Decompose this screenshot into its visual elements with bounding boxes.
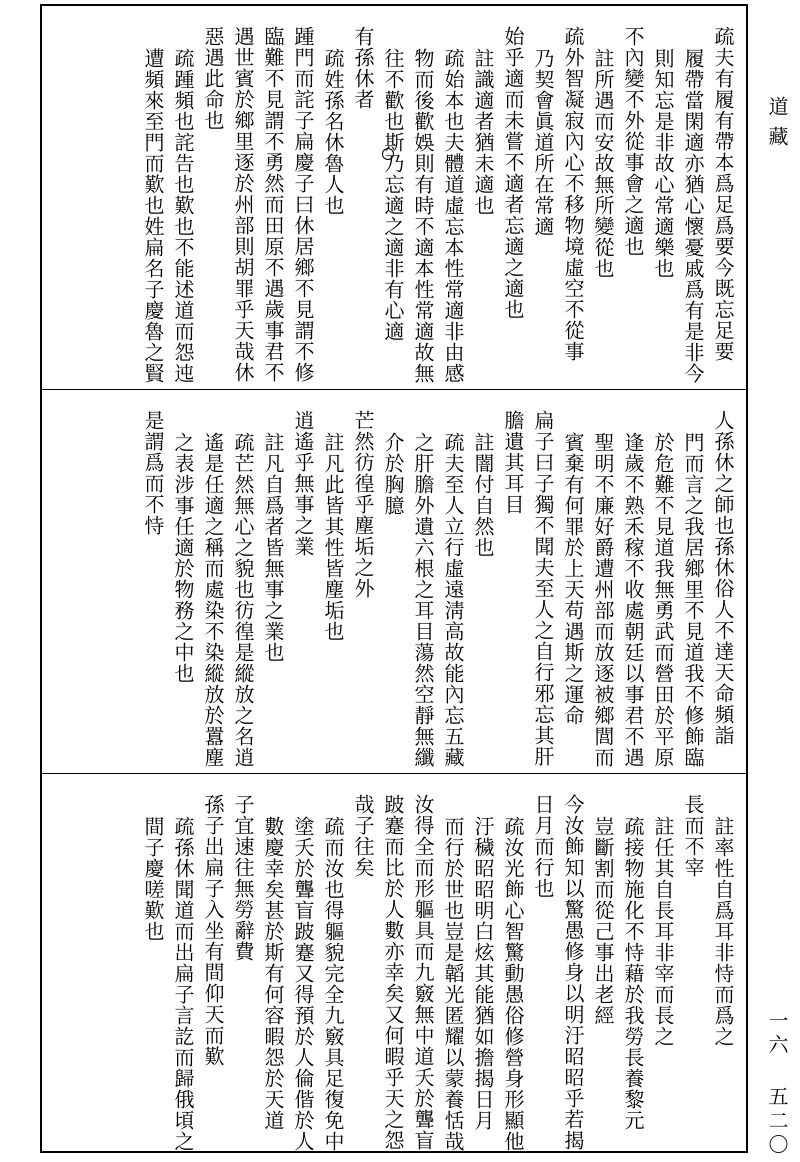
text-line: 於危難不見道我無勇武而營田於平原 — [651, 432, 675, 768]
text-line: 註識適者猶未適也 — [471, 48, 495, 216]
text-line: 臨難不見謂不勇然而田原不遇歲事君不 — [261, 26, 285, 383]
panel-top — [42, 6, 746, 390]
text-line: 註凡自爲者皆無事之業也 — [261, 432, 285, 663]
text-line: 疏芒然無心之貌也彷徨是縱放之名逍 — [231, 432, 255, 768]
text-line: 有孫休者 — [351, 26, 375, 110]
text-line: 註任其自長耳非宰而長之 — [651, 816, 675, 1047]
text-line: 疏外智凝寂內心不移物境虛空不從事 — [561, 26, 585, 362]
text-line: 子宜速往無勞辭費 — [231, 794, 255, 962]
text-line: 今汝飾知以驚愚修身以明汙昭昭乎若揭 — [561, 794, 585, 1151]
text-line: 註凡此皆其性皆塵垢也 — [321, 432, 345, 642]
text-columns — [138, 410, 738, 768]
text-line: 遇世賓於鄉里逐於州部則胡罪乎天哉休 — [231, 26, 255, 383]
text-line: 孫子出扁子入坐有間仰天而歎 — [201, 794, 225, 1067]
text-columns — [138, 26, 738, 384]
text-line: 跛蹇而比於人數亦幸矣又何暇乎天之怨 — [381, 794, 405, 1151]
text-line: 汝得全而形軀具而九竅無中道夭於聾盲 — [411, 794, 435, 1151]
panel-middle — [42, 390, 746, 774]
text-line: 間子慶嗟歎也 — [141, 816, 165, 942]
text-line: 膽遺其耳目 — [501, 410, 525, 515]
text-line: 介於胸臆 — [381, 432, 405, 516]
text-line: 是謂爲而不恃 — [141, 410, 165, 536]
text-line: 逍遙乎無事之業 — [291, 410, 315, 557]
text-line: 汙穢昭昭明白炫其能猶如擔揭日月 — [471, 816, 495, 1131]
text-line: 疏孫休聞道而出扁子言訖而歸俄頃之 — [171, 816, 195, 1152]
text-line: 哉子往矣 — [351, 794, 375, 878]
text-line: 疏踵頻也詫告也歎也不能述道而怨迍 — [171, 48, 195, 384]
text-line: 人孫休之師也孫休俗人不達天命頻詣 — [711, 410, 735, 746]
text-line: 疏夫有履有帶本爲足爲要今既忘足要 — [711, 26, 735, 362]
text-line: 往不歡也斯乃忘適之適非有心適 — [381, 48, 405, 342]
text-line: 之肝膽外遺六根之耳目蕩然空靜無纖 — [411, 432, 435, 768]
text-line: 疏夫至人立行虛遠淸高故能內忘五藏 — [441, 432, 465, 768]
text-line: 疏接物施化不恃藉於我勞長養黎元 — [621, 816, 645, 1131]
text-line: 不內變不外從事會之適也 — [621, 26, 645, 257]
text-line: 疏汝光飾心智驚動愚俗修營身形顯他 — [501, 816, 525, 1152]
text-line: 疏姓孫名休魯人也 — [321, 48, 345, 216]
text-line: 註所遇而安故無所變從也 — [591, 48, 615, 279]
margin-title: 道藏 — [765, 96, 789, 156]
text-line: 遭頻來至門而歎也姓扁名子慶魯之賢 — [141, 48, 165, 384]
punctuation-circle — [382, 148, 394, 160]
text-line: 數慶幸矣甚於斯有何容暇怨於天道 — [261, 816, 285, 1131]
text-line: 長而不宰 — [681, 794, 705, 878]
text-line: 賓棄有何罪於上天苟遇斯之運命 — [561, 432, 585, 726]
text-line: 聖明不廉好爵遭州部而放逐被鄉閭而 — [591, 432, 615, 768]
text-line: 則知忘是非故心常適樂也 — [651, 48, 675, 279]
text-line: 扁子曰子獨不聞夫至人之自行邪忘其肝 — [531, 410, 555, 767]
scripture-page — [40, 4, 748, 1153]
text-line: 塗夭於聾盲跛蹇又得預於人倫偕於人 — [291, 816, 315, 1152]
text-line: 乃契會眞道所在常適 — [531, 48, 555, 237]
text-line: 始乎適而未嘗不適者忘適之適也 — [501, 26, 525, 320]
panel-bottom — [42, 774, 746, 1151]
text-line: 遙是任適之稱而處染不染縱放於囂塵 — [201, 432, 225, 768]
text-columns — [138, 794, 738, 1152]
text-line: 豈斷割而從己事出老經 — [591, 816, 615, 1026]
margin-page-number: 一六 五二〇 — [765, 1010, 789, 1158]
text-line: 註闇付自然也 — [471, 432, 495, 558]
text-line: 門而言之我居鄉里不見道我不修飾臨 — [681, 432, 705, 768]
text-line: 註率性自爲耳非恃而爲之 — [711, 816, 735, 1047]
text-line: 物而後歡娛則有時不適本性常適故無 — [411, 48, 435, 384]
text-line: 惡遇此命也 — [201, 26, 225, 131]
text-line: 履帶當閑適亦猶心懷憂戚爲有是非今 — [681, 48, 705, 384]
text-line: 而行於世也豈是韜光匿耀以蒙養恬哉 — [441, 816, 465, 1152]
text-line: 踵門而詫子扁慶子曰休居鄉不見謂不修 — [291, 26, 315, 383]
text-line: 逢歲不熟禾稼不收處朝廷以事君不遇 — [621, 432, 645, 768]
text-line: 芒然彷徨乎塵垢之外 — [351, 410, 375, 599]
text-line: 疏始本也夫體道虛忘本性常適非由感 — [441, 48, 465, 384]
text-line: 疏而汝也得軀貌完全九竅具足復免中 — [321, 816, 345, 1152]
text-line: 之表涉事任適於物務之中也 — [171, 432, 195, 684]
text-line: 日月而行也 — [531, 794, 555, 899]
